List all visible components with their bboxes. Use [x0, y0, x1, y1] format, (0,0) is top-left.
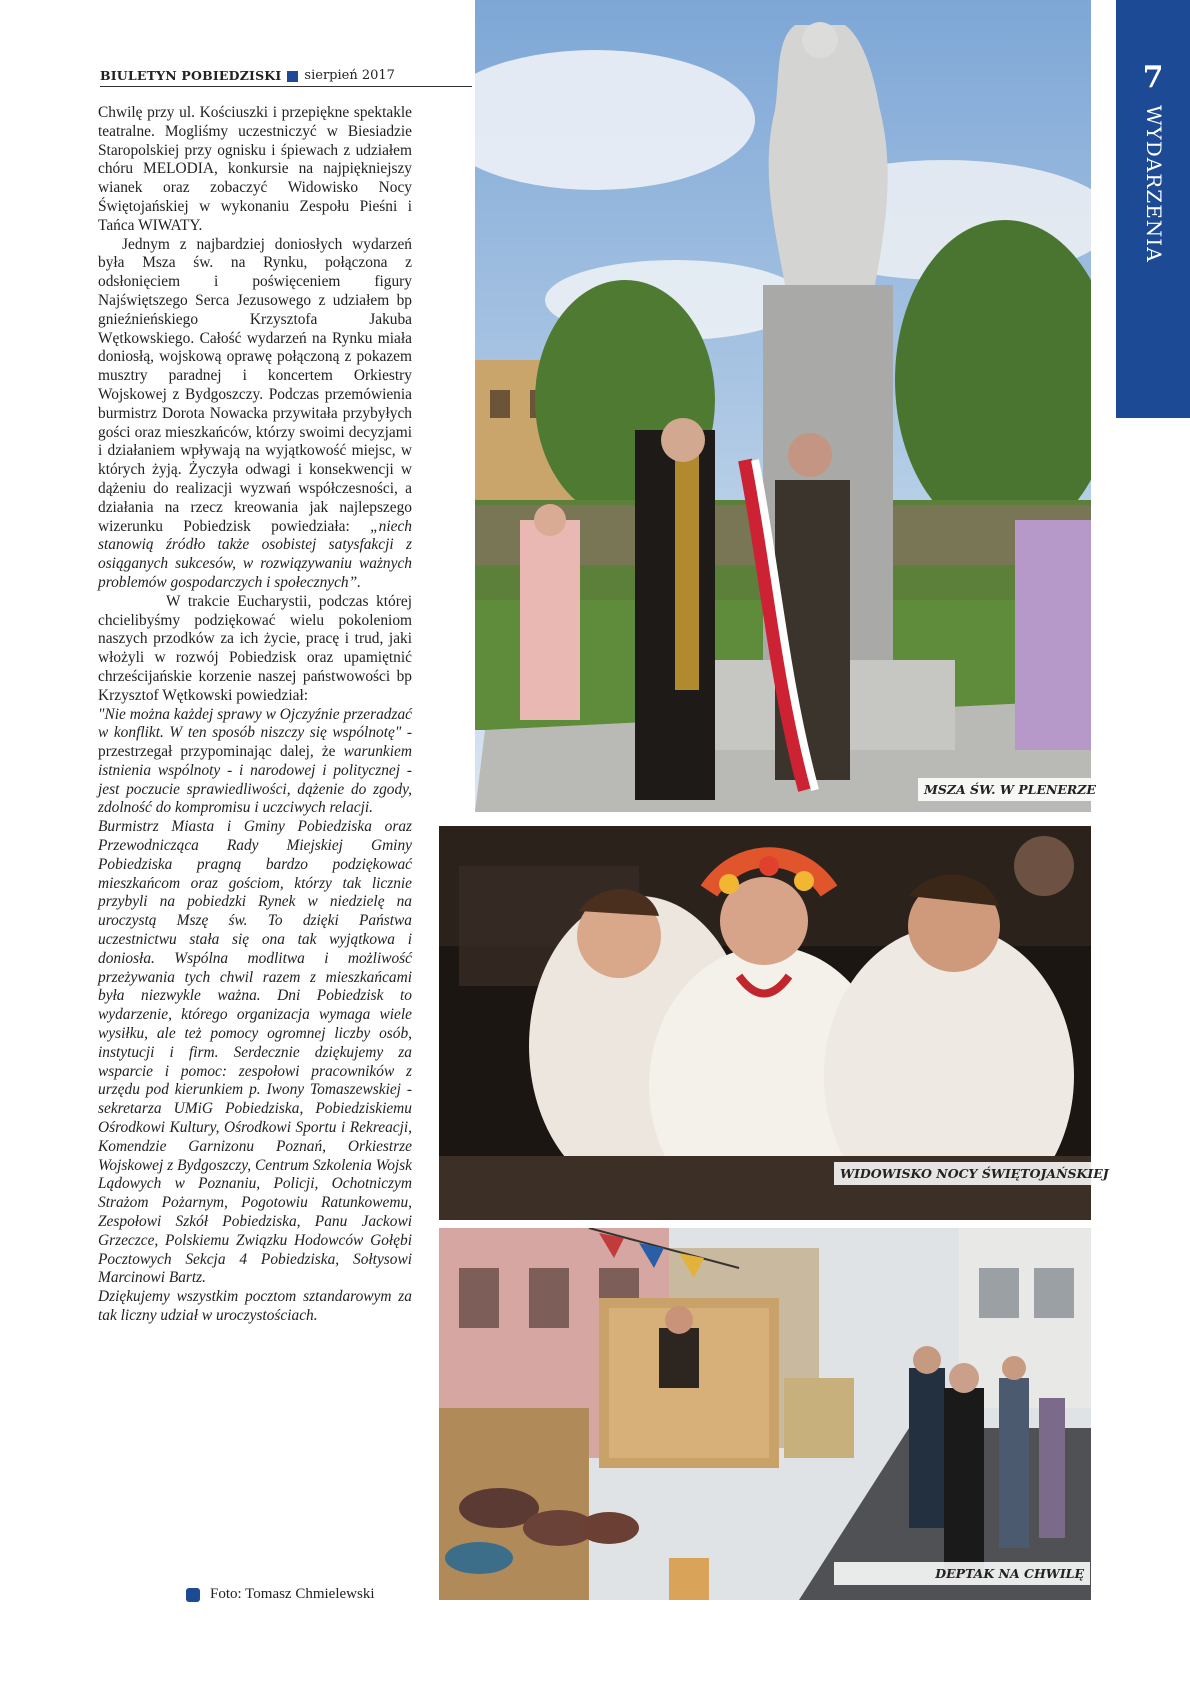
header-square-icon — [287, 71, 298, 82]
article-paragraph: Burmistrz Miasta i Gminy Pobiedziska oraz Przewodnicząca Rady Miejskiej Gminy Pobiedziska pragną bardzo podziękować mieszkańcom oraz gościom, którzy tak licznie przybyli na pobiedzki Rynek w niedzielę na uroczystą Mszę św. To dzięki Państwa uczestnictwu stała się ona tak wyjątkowa i doniosła. Wspólna modlitwa i możliwość przeżywania tych chwil razem z mieszkańcami była niezwykle ważna. Dni Pobiedzisk to wydarzenie, którego organizacja wymaga wiele wysiłku, ale też pomocy ogromnej liczby osób, instytucji i firm. Serdecznie dziękujemy za wsparcie i pomoc: zespołowi pracowników z urzędu pod kierunkiem p. Iwony Tomaszewskiej - sekretarza UMiG Pobiedziska, Pobiedziskiemu Ośrodkowi Kultury, Ośrodkowi Sportu i Rekreacji, Komendzie Garnizonu Poznań, Orkiestrze Wojskowej z Bydgoszczy, Centrum Szkolenia Wojsk Lądowych w Poznaniu, Policji, Ochotniczym Strażom Pożarnym, Pogotowiu Ratunkowemu, Zespołowi Szkół Pobiedziska, Panu Jackowi Grzeczce, Polskiemu Związku Hodowców Gołębi Pocztowych Sekcja 4 Pobiedziska, Sołtysowi Marcinowi Bartz. — [98, 818, 412, 1287]
photo-market-street — [439, 1228, 1091, 1600]
paragraph-text: - przestrzegał przypominając dalej, że — [98, 724, 412, 761]
credit-square-icon — [186, 1588, 200, 1602]
quote-text: warunkiem istnienia wspólnoty - i narodowej i politycznej - jest poczucie sprawiedliwości, dążenie do zgody, zdolność do kompromisu i uczciwych relacji. — [98, 743, 412, 817]
photo-folk-performers — [439, 826, 1091, 1220]
article-paragraph — [98, 236, 412, 593]
article-paragraph: Dziękujemy wszystkim pocztom sztandarowym za tak liczny udział w uroczystościach. — [98, 1288, 412, 1324]
photo-market-street-image — [439, 1228, 1091, 1600]
photo-caption: DEPTAK NA CHWILĘ — [834, 1562, 1090, 1585]
issue-date: sierpień 2017 — [304, 68, 395, 83]
article-paragraph — [98, 706, 412, 819]
photo-credit — [186, 1586, 375, 1603]
section-title: WYDARZENIA — [1142, 105, 1166, 263]
quote-text: „niech stanowią źródło także osobistej satysfakcji z osiąganych sukcesów, w rozwiązywaniu ważnych problemów gospodarczych i społecznych”. — [98, 517, 412, 591]
photo-folk-performers-image — [439, 826, 1091, 1220]
quote-text: "Nie można każdej sprawy w Ojczyźnie przeradzać w konflikt. W ten sposób niszczy się wspólnotę" — [98, 705, 412, 742]
photo-mass-statue-image — [475, 0, 1091, 812]
section-tab — [1116, 0, 1190, 418]
article-paragraph: Chwilę przy ul. Kościuszki i przepiękne spektakle teatralne. Mogliśmy uczestniczyć w Biesiadzie Staropolskiej przy ognisku i śpiewach z udziałem chóru MELODIA, konkursie na najpiękniejszy wianek oraz zobaczyć Widowisko Nocy Świętojańskiej w wykonaniu Zespołu Pieśni i Tańca WIWATY. — [98, 104, 412, 234]
photo-caption: WIDOWISKO NOCY ŚWIĘTOJAŃSKIEJ — [834, 1162, 1115, 1185]
photo-mass-statue — [475, 0, 1091, 812]
article-paragraph: W trakcie Eucharystii, podczas której chcielibyśmy podziękować wielu pokoleniom naszych przodków za ich życie, pracę i trud, jaki włożyli w rozwój Pobiedzisk oraz upamiętnić chrześcijańskie korzenie naszej państwowości bp Krzysztof Wętkowski powiedział: — [98, 592, 412, 704]
paragraph-text: Jednym z najbardziej doniosłych wydarzeń była Msza św. na Rynku, połączona z odsłonięciem i poświęceniem figury Najświętszego Serca Jezusowego z udziałem bp gnieźnieńskiego Krzysztofa Jakuba Wętkowskiego. Całość wydarzeń na Rynku miała doniosłą, wojskową oprawę połączoną z pokazem musztry paradnej i koncertem Orkiestry Wojskowej z Bydgoszczy. Podczas przemówienia burmistrz Dorota Nowacka przywitała przybyłych gości oraz mieszkańców, którzy swoimi decyzjami i działaniem wpływają na wyjątkowość miejsc, w których żyją. Życzyła odwagi i konsekwencji w dążeniu do realizacji wyzwań współczesności, a działania na rzecz kreowania jak najlepszego wizerunku Pobiedzisk powiedziała: — [98, 235, 412, 535]
running-header — [100, 66, 472, 87]
article-column — [98, 104, 412, 1554]
publication-name: BIULETYN POBIEDZISKI — [100, 68, 282, 83]
page-number: 7 — [1142, 60, 1164, 95]
photo-caption: MSZA ŚW. W PLENERZE — [918, 778, 1102, 801]
credit-text: Foto: Tomasz Chmielewski — [210, 1586, 375, 1602]
